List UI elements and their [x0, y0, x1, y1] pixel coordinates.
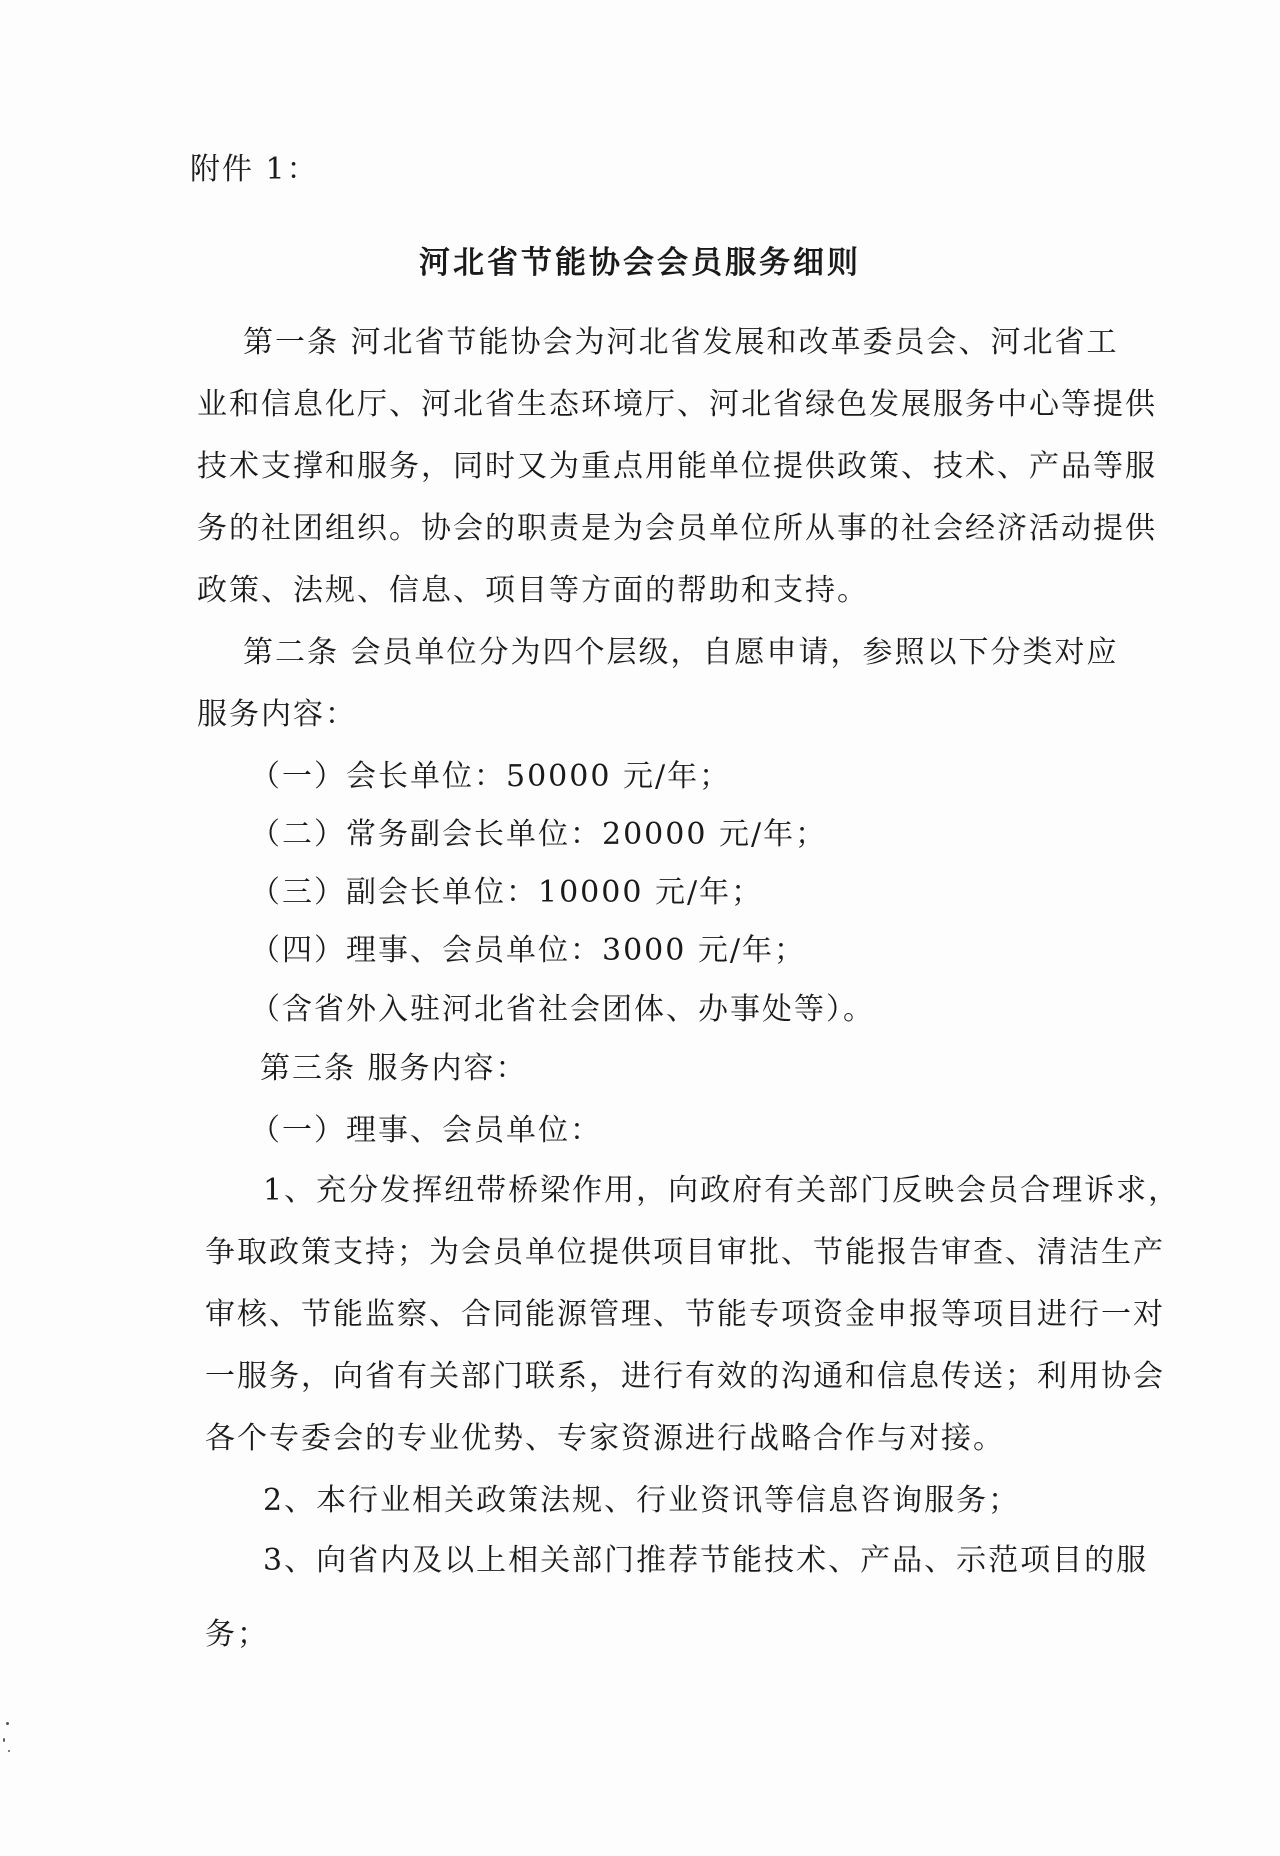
item3-line-2: 务；	[205, 1617, 269, 1652]
scan-speck	[8, 1750, 10, 1752]
membership-level-1: （一）会长单位：50000 元/年；	[250, 759, 732, 794]
item1-line-4: 一服务，向省有关部门联系，进行有效的沟通和信息传送；利用协会	[205, 1359, 1165, 1394]
section1-heading: （一）理事、会员单位：	[250, 1113, 602, 1148]
scan-speck	[3, 1738, 5, 1742]
item1-line-5: 各个专委会的专业优势、专家资源进行战略合作与对接。	[205, 1421, 1005, 1456]
article2-line-1: 第二条 会员单位分为四个层级，自愿申请，参照以下分类对应	[243, 635, 1119, 670]
document-title: 河北省节能协会会员服务细则	[419, 245, 861, 281]
item1-line-3: 审核、节能监察、合同能源管理、节能专项资金申报等项目进行一对	[205, 1297, 1165, 1332]
article1-line-5: 政策、法规、信息、项目等方面的帮助和支持。	[197, 573, 869, 608]
item1-line-1: 1、充分发挥纽带桥梁作用，向政府有关部门反映会员合理诉求，	[263, 1173, 1181, 1208]
attachment-label: 附件 1：	[190, 152, 319, 187]
membership-level-3: （三）副会长单位：10000 元/年；	[250, 875, 764, 910]
article1-line-2: 业和信息化厅、河北省生态环境厅、河北省绿色发展服务中心等提供	[197, 387, 1157, 422]
item1-line-2: 争取政策支持；为会员单位提供项目审批、节能报告审查、清洁生产	[205, 1235, 1165, 1270]
article1-line-3: 技术支撑和服务，同时又为重点用能单位提供政策、技术、产品等服	[197, 449, 1157, 484]
article3-heading: 第三条 服务内容：	[260, 1051, 528, 1086]
item3-line-1: 3、向省内及以上相关部门推荐节能技术、产品、示范项目的服	[263, 1543, 1149, 1578]
membership-note: （含省外入驻河北省社会团体、办事处等）。	[250, 992, 875, 1027]
article1-line-4: 务的社团组织。协会的职责是为会员单位所从事的社会经济活动提供	[197, 511, 1157, 546]
item2: 2、本行业相关政策法规、行业资讯等信息咨询服务；	[263, 1483, 1021, 1518]
article1-line-1: 第一条 河北省节能协会为河北省发展和改革委员会、河北省工	[243, 325, 1119, 360]
membership-level-2: （二）常务副会长单位：20000 元/年；	[250, 817, 828, 852]
article2-line-2: 服务内容：	[197, 697, 357, 732]
membership-level-4: （四）理事、会员单位：3000 元/年；	[250, 933, 806, 968]
scan-speck	[6, 1722, 9, 1725]
